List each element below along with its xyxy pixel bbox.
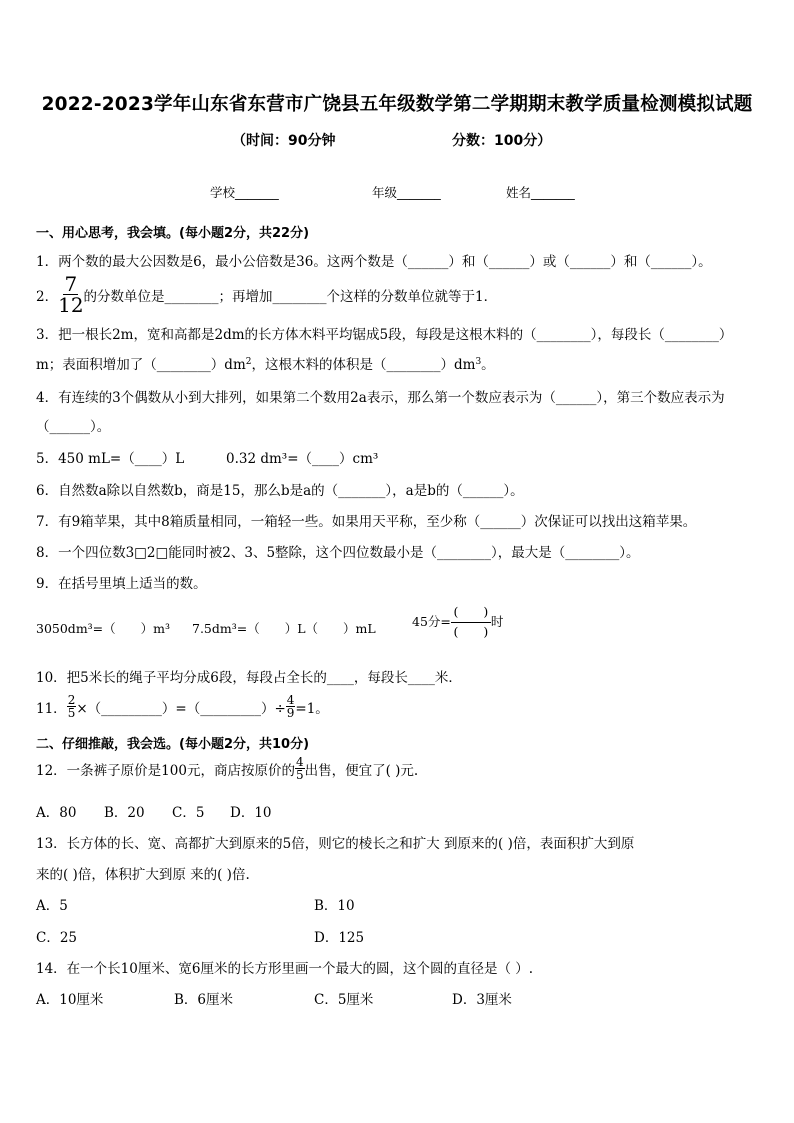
section1-heading: 一、用心思考，我会填。(每小题2分，共22分) xyxy=(36,226,310,241)
question-2-text: 的分数单位是________；再增加________个这样的分数单位就等于1． xyxy=(83,288,498,305)
fraction-numerator: 7 xyxy=(64,272,78,296)
question-1: 1．两个数的最大公因数是6，最小公倍数是36。这两个数是（______）和（______）或（______）和（______）。 xyxy=(36,254,712,270)
question-13-option-a: A．5 xyxy=(36,898,68,914)
name-field: 姓名_______ xyxy=(506,185,575,200)
fraction-7-12 xyxy=(58,274,83,315)
fraction-denominator: 5 xyxy=(295,768,304,782)
question-14-option-a: A．10厘米 xyxy=(36,992,104,1008)
question-13-line2: 来的( )倍，体积扩大到原 来的( )倍. xyxy=(36,867,250,883)
question-4-line2: （______）。 xyxy=(36,419,111,435)
exam-score: 分数：100分） xyxy=(452,133,552,149)
fraction-blank-denominator: ( ) xyxy=(453,623,489,639)
question-12-option-c: C．5 xyxy=(172,805,205,821)
fraction-numerator: 4 xyxy=(286,693,295,707)
question-3-part-a: m；表面积增加了（________）dm xyxy=(36,357,246,373)
fraction-numerator: 2 xyxy=(67,693,76,707)
question-11-middle: ×（_________）=（_________）÷ xyxy=(76,700,286,717)
question-14-option-c: C．5厘米 xyxy=(314,992,374,1008)
question-13-option-d: D．125 xyxy=(314,930,365,946)
question-4-line1: 4．有连续的3个偶数从小到大排列，如果第二个数用2a表示，那么第一个数应表示为（______），第三个数应表示为 xyxy=(36,390,725,406)
question-14-option-d: D．3厘米 xyxy=(452,992,512,1008)
question-12-option-a: A．80 xyxy=(36,805,77,821)
fraction-4-9 xyxy=(286,694,296,719)
question-5-part-a: 5．450 mL=（____）L xyxy=(36,451,185,467)
question-12 xyxy=(36,756,418,781)
fraction-blank xyxy=(451,604,491,638)
fraction-blank-numerator: ( ) xyxy=(451,604,491,623)
question-12-option-b: B．20 xyxy=(104,805,145,821)
question-3-line2 xyxy=(36,353,495,373)
question-3-part-c: 。 xyxy=(481,357,495,373)
school-field: 学校_______ xyxy=(210,185,279,200)
question-12-prefix: 12．一条裤子原价是100元，商店按原价的 xyxy=(36,762,295,779)
question-9-part-c xyxy=(412,604,503,638)
section2-heading: 二、仔细推敲，我会选。(每小题2分，共10分) xyxy=(36,737,310,752)
fraction-denominator: 5 xyxy=(67,706,76,720)
question-7: 7．有9箱苹果，其中8箱质量相同，一箱轻一些。如果用天平称，至少称（______）次保证可以找出这箱苹果。 xyxy=(36,514,697,530)
question-9: 9．在括号里填上适当的数。 xyxy=(36,576,207,592)
question-14: 14．在一个长10厘米、宽6厘米的长方形里画一个最大的圆，这个圆的直径是（ ）. xyxy=(36,961,534,977)
superscript-3: 3 xyxy=(475,357,482,367)
question-6: 6．自然数a除以自然数b，商是15，那么b是a的（_______），a是b的（______）。 xyxy=(36,483,524,499)
question-2 xyxy=(36,274,497,315)
question-3-part-b: ，这根木料的体积是（________）dm xyxy=(251,357,476,373)
exam-time: （时间：90分钟 xyxy=(232,133,336,149)
question-11-number: 11． xyxy=(36,700,67,717)
question-13-option-c: C．25 xyxy=(36,930,78,946)
question-2-number: 2． xyxy=(36,288,59,305)
grade-field: 年级_______ xyxy=(372,185,441,200)
question-9-part-b: 7.5dm³=（ ）L（ ）mL xyxy=(192,621,376,636)
question-11 xyxy=(36,694,329,719)
question-12-suffix: 出售，便宜了( )元. xyxy=(304,762,419,779)
question-9-part-a: 3050dm³=（ ）m³ xyxy=(36,621,171,636)
question-5-part-b: 0.32 dm³=（____）cm³ xyxy=(226,451,379,467)
page-title: 2022-2023学年山东省东营市广饶县五年级数学第二学期期末教学质量检测模拟试题 xyxy=(41,94,753,115)
fraction-denominator: 12 xyxy=(58,293,84,317)
question-14-option-b: B．6厘米 xyxy=(174,992,234,1008)
question-13-option-b: B．10 xyxy=(314,898,355,914)
question-10: 10．把5米长的绳子平均分成6段，每段占全长的____，每段长____米． xyxy=(36,670,462,686)
superscript-2: 2 xyxy=(245,357,252,367)
fraction-denominator: 9 xyxy=(286,706,295,720)
fraction-2-5 xyxy=(67,694,77,719)
question-9c-suffix: 时 xyxy=(490,614,504,629)
fraction-numerator: 4 xyxy=(295,755,304,769)
question-13-line1: 13．长方体的长、宽、高都扩大到原来的5倍，则它的棱长之和扩大 到原来的( )倍，表面积扩大到原 xyxy=(36,836,635,852)
question-3-line1: 3．把一根长2m，宽和高都是2dm的长方体木料平均锯成5段，每段是这根木料的（________），每段长（________） xyxy=(36,327,733,343)
question-12-option-d: D．10 xyxy=(230,805,272,821)
question-11-suffix: =1。 xyxy=(295,700,329,717)
question-8: 8．一个四位数3□2□能同时被2、3、5整除，这个四位数最小是（________），最大是（________）。 xyxy=(36,545,640,561)
fraction-4-5 xyxy=(295,756,305,781)
question-9c-prefix: 45分= xyxy=(412,614,451,629)
